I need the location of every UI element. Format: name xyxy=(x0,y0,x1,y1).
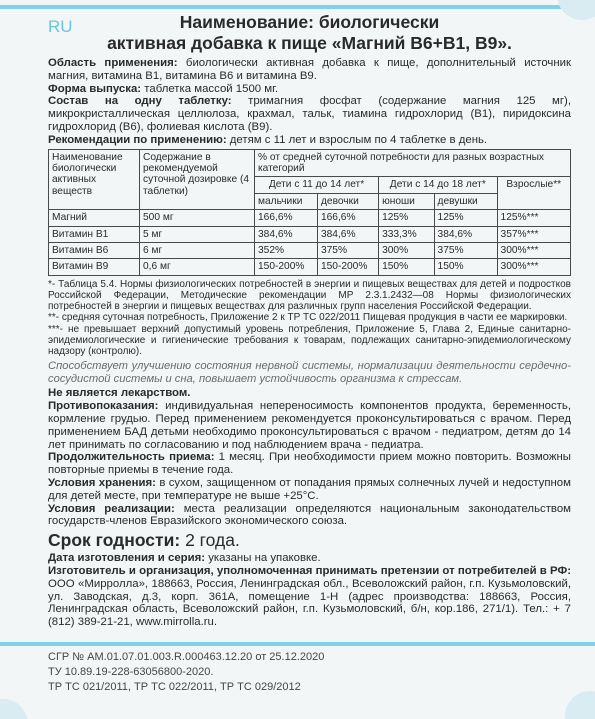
cell-name: Магний xyxy=(49,210,140,226)
cell-boys: 166,6% xyxy=(255,210,318,226)
table-row xyxy=(49,210,571,226)
cell-adults: 125%*** xyxy=(497,210,570,226)
form-text: таблетка массой 1500 мг. xyxy=(144,82,279,95)
sale-text: места реализации определяются национальным законодательством государств-членов Евразийского экономического союза. xyxy=(48,502,572,528)
th-percent: % от средней суточной потребности для разных возрастных категорий xyxy=(255,149,571,177)
composition-paragraph xyxy=(48,95,571,133)
footer-line-1: СГР № АМ.01.07.01.003.R.000463.12.20 от 25.12.2020 xyxy=(48,651,325,663)
storage-text: в сухом, защищенном от попадания прямых солнечных лучей и недоступном для детей месте, при температуре не выше +25°С. xyxy=(48,477,571,502)
decor-circle-bottom-right xyxy=(565,691,595,719)
table-row xyxy=(49,226,571,242)
cell-young-women: 125% xyxy=(434,210,497,226)
language-marker: RU xyxy=(48,17,73,36)
th-boys: мальчики xyxy=(255,193,318,209)
cell-adults: 300%*** xyxy=(497,259,570,275)
sale-paragraph xyxy=(48,503,571,529)
title-line-1: Наименование: биологически xyxy=(179,12,440,32)
footnotes xyxy=(48,279,571,357)
sale-label: Условия реализации: xyxy=(48,502,175,515)
cell-name: Витамин В1 xyxy=(49,226,140,242)
cell-content: 0,6 мг xyxy=(140,259,255,275)
cell-girls: 384,6% xyxy=(317,226,378,242)
cell-content: 6 мг xyxy=(140,243,255,259)
th-young-men: юноши xyxy=(379,193,434,209)
bottom-accent-stripe xyxy=(0,642,595,646)
footer-line-3: ТР ТС 021/2011, ТР ТС 022/2011, ТР ТС 029/2012 xyxy=(48,681,301,693)
duration-text: 1 месяц. При необходимости прием можно повторить. Возможны повторные приемы в течение года. xyxy=(48,451,571,477)
th-adults: Взрослые** xyxy=(497,177,570,210)
th-girls: девочки xyxy=(317,193,378,209)
cell-girls: 375% xyxy=(317,243,378,259)
cell-boys: 150-200% xyxy=(255,259,318,275)
cell-young-men: 150% xyxy=(379,259,434,275)
cell-name: Витамин В6 xyxy=(49,243,140,259)
composition-label: Состав на одну таблетку: xyxy=(48,95,232,108)
footnote-1: *- Таблица 5.4. Нормы физиологических потребностей в энергии и пищевых веществах для детей и подростков Российской Федерации, Методические рекомендации МР 2.3.1.2432—08 Нормы физиологических потребностей в энергии и пищевых веществах для различных групп населения Российской Федерации. xyxy=(48,278,571,313)
cell-name: Витамин В9 xyxy=(49,259,140,275)
cell-girls: 150-200% xyxy=(317,259,378,275)
not-drug-notice: Не является лекарством. xyxy=(48,387,191,400)
shelf-text: 2 года. xyxy=(185,530,240,551)
contra-paragraph xyxy=(48,400,571,451)
th-children-11-14: Дети с 11 до 14 лет* xyxy=(255,177,379,193)
shelf-life xyxy=(48,530,571,550)
product-title xyxy=(48,12,571,54)
cell-young-men: 333,3% xyxy=(379,226,434,242)
area-label: Область применения: xyxy=(48,57,178,69)
cell-content: 5 мг xyxy=(140,226,255,242)
composition-text: тримагния фосфат (содержание магния 125 мг), микрокристаллическая целлюлоза, крахмал, тальк, тиамина гидрохлорид (В1), пиридоксина гидрохлорид (В6), фолиевая кислота (В9). xyxy=(48,95,571,133)
recs-text: детям с 11 лет и взрослым по 4 таблетке в день. xyxy=(229,133,488,146)
contra-text: индивидуальная непереносимость компонентов продукта, беременность, кормление грудью. Перед применением рекомендуется проконсультироваться с врачом. Перед применением БАД детьми необходимо проконсультироваться с врачом - педиатром, детям до 14 лет принимать по согласованию и под наблюдением врача - педиатра. xyxy=(48,400,571,451)
form-label: Форма выпуска: xyxy=(48,82,142,95)
cell-adults: 300%*** xyxy=(497,243,570,259)
maker-text: ООО «Мирролла», 188663, Россия, Ленинградская обл., Всеволожский район, г.п. Кузьмоловский, ул. Заводская, д.3, корп. 361А, помещение 1-Н (адрес производства: 188663, Россия, Ленинградская область, Всеволожский район, г.п. Кузьмоловский, б/н, кор.186, 271/1). Тел.: + 7 (812) 389-21-21, www.mirrolla.ru. xyxy=(48,577,571,629)
date-text: указаны на упаковке. xyxy=(208,552,321,565)
duration-label: Продолжительность приема: xyxy=(48,451,215,464)
benefit-statement: Способствует улучшению состояния нервной системы, нормализации деятельности сердечно-сосудистой системы и сна, повышает устойчивость организма к стрессам. xyxy=(48,360,571,385)
cell-boys: 384,6% xyxy=(255,226,318,242)
shelf-label: Срок годности: xyxy=(48,530,181,551)
cell-boys: 352% xyxy=(255,243,318,259)
footnote-3: ***- не превышает верхний допустимый уровень потребления, Приложение 5, Глава 2, Единые санитарно-эпидемиологические и гигиенические требования к товарам, подлежащих санитарно-эпидемиологическому надзору (контролю). xyxy=(48,323,571,358)
cell-young-women: 150% xyxy=(434,259,497,275)
certification-footer xyxy=(48,650,324,695)
decor-circle-bottom-left xyxy=(0,699,28,719)
form-paragraph xyxy=(48,83,571,96)
date-paragraph xyxy=(48,552,571,565)
cell-adults: 357%*** xyxy=(497,226,570,242)
cell-girls: 166,6% xyxy=(317,210,378,226)
area-text: биологически активная добавка к пище, дополнительный источник магния, витамина В1, витамина В6 и витамина В9. xyxy=(48,57,571,82)
contra-label: Противопоказания: xyxy=(48,400,159,413)
maker-paragraph xyxy=(48,565,571,629)
label-content xyxy=(48,12,571,629)
footer-line-2: ТУ 10.89.19-228-63056800-2020. xyxy=(48,666,214,678)
cell-young-men: 300% xyxy=(379,243,434,259)
nutrient-table xyxy=(48,149,571,276)
cell-young-women: 375% xyxy=(434,243,497,259)
duration-paragraph xyxy=(48,451,571,477)
th-young-women: девушки xyxy=(434,193,497,209)
title-line-2: активная добавка к пище «Магний В6+В1, В9». xyxy=(107,33,512,53)
recs-label: Рекомендации по применению: xyxy=(48,133,227,146)
recs-paragraph xyxy=(48,134,571,147)
cell-content: 500 мг xyxy=(140,210,255,226)
cell-young-women: 384,6% xyxy=(434,226,497,242)
th-substance: Наименование биологически активных веществ xyxy=(49,149,140,210)
area-paragraph xyxy=(48,57,571,83)
cell-young-men: 125% xyxy=(379,210,434,226)
table-row xyxy=(49,259,571,275)
table-row xyxy=(49,243,571,259)
storage-paragraph xyxy=(48,477,571,503)
storage-label: Условия хранения: xyxy=(48,477,156,490)
top-accent-stripe xyxy=(0,5,595,9)
maker-label: Изготовитель и организация, уполномоченная принимать претензии от потребителей в РФ: xyxy=(48,565,571,577)
th-content: Содержание в рекомендуемой суточной дозировке (4 таблетки) xyxy=(140,149,255,210)
footnote-2: **- средняя суточная потребность, Приложение 2 к ТР ТС 022/2011 Пищевая продукция в части ее маркировки. xyxy=(48,312,568,324)
th-children-14-18: Дети с 14 до 18 лет* xyxy=(379,177,497,193)
date-label: Дата изготовления и серия: xyxy=(48,552,206,565)
